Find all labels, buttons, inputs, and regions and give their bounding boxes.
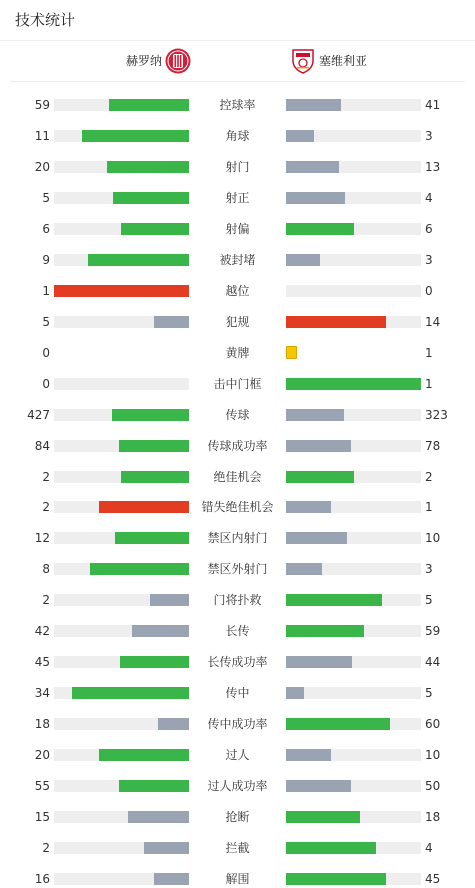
away-stat-bar-fill bbox=[286, 192, 345, 204]
stat-label: 击中门框 bbox=[213, 376, 262, 391]
home-stat-value: 84 bbox=[34, 438, 50, 453]
away-stat-bar bbox=[286, 223, 421, 235]
stat-label: 禁区内射门 bbox=[207, 531, 268, 546]
stat-label: 抢断 bbox=[225, 810, 250, 825]
home-stat-bar-fill bbox=[109, 99, 189, 111]
away-stat-value: 3 bbox=[425, 128, 433, 143]
home-stat-bar-fill bbox=[54, 285, 189, 297]
home-stat-value: 11 bbox=[34, 128, 50, 143]
home-stat-bar-fill bbox=[132, 625, 189, 637]
home-stat-bar bbox=[54, 873, 189, 885]
away-stat-value: 1 bbox=[425, 345, 433, 360]
home-stat-bar-fill bbox=[115, 532, 189, 544]
home-stat-bar bbox=[54, 99, 189, 111]
stat-row bbox=[0, 314, 475, 330]
away-stat-bar bbox=[286, 811, 421, 823]
home-stat-value: 2 bbox=[42, 593, 50, 608]
stat-label: 长传 bbox=[225, 624, 250, 639]
home-stat-value: 0 bbox=[42, 345, 50, 360]
stat-row bbox=[0, 159, 475, 175]
stat-row bbox=[0, 376, 475, 392]
away-stat-bar-fill bbox=[286, 99, 341, 111]
stat-label: 禁区外射门 bbox=[207, 562, 268, 577]
away-stat-bar bbox=[286, 842, 421, 854]
home-stat-value: 20 bbox=[34, 159, 50, 174]
away-stat-bar-fill bbox=[286, 656, 352, 668]
away-stat-bar bbox=[286, 378, 421, 390]
stat-label: 控球率 bbox=[219, 98, 256, 112]
stat-label: 长传成功率 bbox=[207, 655, 268, 670]
away-stat-bar bbox=[286, 625, 421, 637]
stat-label: 黄牌 bbox=[225, 345, 250, 360]
away-stat-value: 10 bbox=[425, 531, 441, 546]
away-stat-bar bbox=[286, 254, 421, 266]
away-stat-bar bbox=[286, 130, 421, 142]
stat-label: 解围 bbox=[225, 872, 250, 886]
home-stat-bar bbox=[54, 687, 189, 699]
away-stat-bar-fill bbox=[286, 501, 331, 513]
home-stat-bar bbox=[54, 811, 189, 823]
home-stat-value: 16 bbox=[34, 872, 50, 886]
away-stat-bar-fill bbox=[286, 873, 386, 885]
away-stat-bar bbox=[286, 594, 421, 606]
home-stat-value: 8 bbox=[42, 562, 50, 577]
away-stat-bar bbox=[286, 780, 421, 792]
stat-row bbox=[0, 561, 475, 577]
away-stat-bar bbox=[286, 161, 421, 173]
stat-row bbox=[0, 345, 475, 361]
stat-row bbox=[0, 407, 475, 423]
stat-label: 犯规 bbox=[225, 314, 250, 329]
stat-label: 过人 bbox=[225, 748, 250, 763]
stat-row bbox=[0, 252, 475, 268]
home-stat-bar-fill bbox=[119, 780, 189, 792]
home-stat-bar bbox=[54, 656, 189, 668]
stat-row bbox=[0, 871, 475, 887]
home-stat-value: 12 bbox=[34, 531, 50, 546]
away-stat-value: 5 bbox=[425, 593, 433, 608]
away-stat-value: 3 bbox=[425, 562, 433, 577]
stat-row bbox=[0, 623, 475, 639]
home-stat-value: 5 bbox=[42, 190, 50, 205]
home-stat-bar-fill bbox=[128, 811, 189, 823]
away-stat-bar-fill bbox=[286, 718, 390, 730]
stat-label: 传球成功率 bbox=[207, 438, 268, 453]
home-stat-bar bbox=[54, 501, 189, 513]
home-stat-value: 9 bbox=[42, 252, 50, 267]
away-stat-bar bbox=[286, 563, 421, 575]
stat-row bbox=[0, 592, 475, 608]
page-title: 技术统计 bbox=[15, 11, 76, 29]
away-stat-bar-fill bbox=[286, 254, 320, 266]
home-stat-bar-fill bbox=[119, 440, 189, 452]
stat-row bbox=[0, 747, 475, 763]
away-stat-bar-fill bbox=[286, 625, 364, 637]
stat-row bbox=[0, 654, 475, 670]
home-stat-bar-fill bbox=[82, 130, 189, 142]
home-stat-bar bbox=[54, 223, 189, 235]
away-stat-bar bbox=[286, 532, 421, 544]
away-stat-value: 1 bbox=[425, 376, 433, 391]
home-stat-value: 1 bbox=[42, 283, 50, 298]
away-stat-value: 4 bbox=[425, 190, 433, 205]
away-stat-bar bbox=[286, 501, 421, 513]
home-stat-value: 34 bbox=[34, 686, 50, 701]
stat-label: 被封堵 bbox=[219, 252, 256, 267]
home-stat-bar-fill bbox=[113, 192, 189, 204]
away-stat-bar bbox=[286, 409, 421, 421]
away-stat-bar bbox=[286, 192, 421, 204]
home-stat-bar bbox=[54, 718, 189, 730]
teams-divider bbox=[10, 81, 465, 82]
stat-label: 错失绝佳机会 bbox=[201, 500, 274, 515]
stat-row bbox=[0, 778, 475, 794]
away-team-name[interactable]: 塞维利亚 bbox=[319, 54, 368, 68]
home-stat-bar bbox=[54, 316, 189, 328]
away-stat-value: 45 bbox=[425, 872, 441, 886]
home-stat-bar bbox=[54, 471, 189, 483]
home-stat-value: 20 bbox=[34, 748, 50, 763]
stat-label: 拦截 bbox=[225, 841, 250, 856]
away-stat-bar-fill bbox=[286, 378, 421, 390]
stat-label: 过人成功率 bbox=[207, 779, 268, 794]
away-stat-bar bbox=[286, 316, 421, 328]
away-stat-value: 41 bbox=[425, 98, 441, 112]
yellow-card-icon bbox=[286, 346, 297, 359]
away-stat-bar-fill bbox=[286, 471, 354, 483]
stat-row bbox=[0, 97, 475, 113]
home-stat-value: 55 bbox=[34, 779, 50, 794]
away-stat-bar bbox=[286, 873, 421, 885]
home-stat-bar bbox=[54, 780, 189, 792]
home-stat-bar bbox=[54, 378, 189, 390]
away-stat-value: 18 bbox=[425, 810, 441, 825]
home-stat-bar-fill bbox=[120, 656, 189, 668]
stat-label: 门将扑救 bbox=[213, 593, 262, 608]
away-stat-bar-fill bbox=[286, 161, 339, 173]
home-team-name[interactable]: 赫罗纳 bbox=[125, 54, 162, 68]
away-stat-bar bbox=[286, 285, 421, 297]
home-stat-bar-fill bbox=[72, 687, 189, 699]
away-stat-value: 13 bbox=[425, 159, 441, 174]
home-stat-bar bbox=[54, 749, 189, 761]
home-stat-bar bbox=[54, 285, 189, 297]
stat-label: 传球 bbox=[225, 407, 250, 422]
title-divider bbox=[0, 40, 475, 41]
away-stat-bar-fill bbox=[286, 316, 386, 328]
home-stat-value: 2 bbox=[42, 841, 50, 856]
home-stat-bar-fill bbox=[154, 316, 189, 328]
teams-header bbox=[0, 46, 475, 76]
home-stat-bar bbox=[54, 842, 189, 854]
home-stat-bar bbox=[54, 254, 189, 266]
away-stat-bar-fill bbox=[286, 563, 322, 575]
home-stat-bar bbox=[54, 409, 189, 421]
stat-label: 射偏 bbox=[225, 221, 250, 236]
stat-row bbox=[0, 190, 475, 206]
away-stat-bar-fill bbox=[286, 440, 351, 452]
stat-row bbox=[0, 499, 475, 515]
stat-row bbox=[0, 283, 475, 299]
away-stat-bar-fill bbox=[286, 749, 331, 761]
home-stat-value: 15 bbox=[34, 810, 50, 825]
stat-label: 绝佳机会 bbox=[213, 469, 262, 484]
home-stat-value: 5 bbox=[42, 314, 50, 329]
away-stat-bar bbox=[286, 718, 421, 730]
stat-label: 射正 bbox=[225, 190, 250, 205]
stat-label: 角球 bbox=[225, 128, 250, 143]
away-stat-bar bbox=[286, 656, 421, 668]
home-stat-bar-fill bbox=[107, 161, 189, 173]
stat-label: 越位 bbox=[225, 283, 250, 298]
away-stat-bar-fill bbox=[286, 409, 344, 421]
away-stat-value: 0 bbox=[425, 283, 433, 298]
home-stat-bar bbox=[54, 563, 189, 575]
home-stat-bar-fill bbox=[144, 842, 189, 854]
away-stat-bar bbox=[286, 440, 421, 452]
home-stat-bar-fill bbox=[121, 471, 189, 483]
girona-crest-icon[interactable] bbox=[165, 48, 191, 74]
away-stat-bar-fill bbox=[286, 532, 347, 544]
home-stat-value: 0 bbox=[42, 376, 50, 391]
home-stat-bar bbox=[54, 130, 189, 142]
stat-row bbox=[0, 840, 475, 856]
stat-row bbox=[0, 438, 475, 454]
home-stat-value: 18 bbox=[34, 717, 50, 732]
stat-label: 传中 bbox=[225, 686, 250, 701]
stat-row bbox=[0, 685, 475, 701]
away-stat-value: 78 bbox=[425, 438, 441, 453]
away-stat-value: 5 bbox=[425, 686, 433, 701]
away-stat-value: 1 bbox=[425, 500, 433, 515]
home-stat-bar bbox=[54, 594, 189, 606]
away-stat-value: 50 bbox=[425, 779, 441, 794]
away-stat-bar-fill bbox=[286, 130, 314, 142]
away-stat-bar-fill bbox=[286, 594, 382, 606]
away-stat-bar bbox=[286, 347, 421, 359]
home-stat-bar bbox=[54, 440, 189, 452]
home-stat-value: 59 bbox=[34, 98, 50, 112]
away-stat-bar bbox=[286, 471, 421, 483]
home-stat-bar bbox=[54, 625, 189, 637]
away-stat-value: 3 bbox=[425, 252, 433, 267]
home-stat-bar-fill bbox=[99, 749, 189, 761]
stat-label: 传中成功率 bbox=[207, 717, 268, 732]
away-stat-value: 4 bbox=[425, 841, 433, 856]
home-stat-bar bbox=[54, 161, 189, 173]
stat-row bbox=[0, 530, 475, 546]
away-stat-bar bbox=[286, 99, 421, 111]
away-stat-value: 59 bbox=[425, 624, 441, 639]
away-stat-value: 60 bbox=[425, 717, 441, 732]
home-stat-value: 2 bbox=[42, 500, 50, 515]
stat-label: 射门 bbox=[225, 159, 250, 174]
stat-row bbox=[0, 809, 475, 825]
away-stat-value: 2 bbox=[425, 469, 433, 484]
home-stat-value: 45 bbox=[34, 655, 50, 670]
home-stat-bar-fill bbox=[99, 501, 189, 513]
home-stat-bar-fill bbox=[121, 223, 189, 235]
home-stat-bar bbox=[54, 532, 189, 544]
home-stat-bar bbox=[54, 347, 189, 359]
away-stat-value: 14 bbox=[425, 314, 441, 329]
home-stat-value: 6 bbox=[42, 221, 50, 236]
away-stat-bar-fill bbox=[286, 780, 351, 792]
away-stat-bar-fill bbox=[286, 687, 304, 699]
home-stat-bar-fill bbox=[112, 409, 189, 421]
sevilla-crest-icon[interactable] bbox=[291, 48, 315, 74]
home-stat-value: 2 bbox=[42, 469, 50, 484]
away-stat-bar-fill bbox=[286, 842, 376, 854]
stat-row bbox=[0, 716, 475, 732]
away-stat-value: 44 bbox=[425, 655, 441, 670]
home-stat-value: 42 bbox=[34, 624, 50, 639]
home-stat-value: 427 bbox=[27, 407, 50, 422]
away-stat-bar-fill bbox=[286, 223, 354, 235]
home-stat-bar-fill bbox=[90, 563, 189, 575]
away-stat-value: 6 bbox=[425, 221, 433, 236]
home-stat-bar-fill bbox=[88, 254, 189, 266]
home-stat-bar bbox=[54, 192, 189, 204]
stat-row bbox=[0, 469, 475, 485]
stat-row bbox=[0, 128, 475, 144]
away-stat-bar-fill bbox=[286, 811, 360, 823]
away-stat-value: 323 bbox=[425, 407, 448, 422]
home-stat-bar-fill bbox=[158, 718, 189, 730]
home-stat-bar-fill bbox=[150, 594, 189, 606]
home-stat-bar-fill bbox=[154, 873, 189, 885]
away-stat-bar bbox=[286, 749, 421, 761]
away-stat-value: 10 bbox=[425, 748, 441, 763]
stat-row bbox=[0, 221, 475, 237]
away-stat-bar bbox=[286, 687, 421, 699]
